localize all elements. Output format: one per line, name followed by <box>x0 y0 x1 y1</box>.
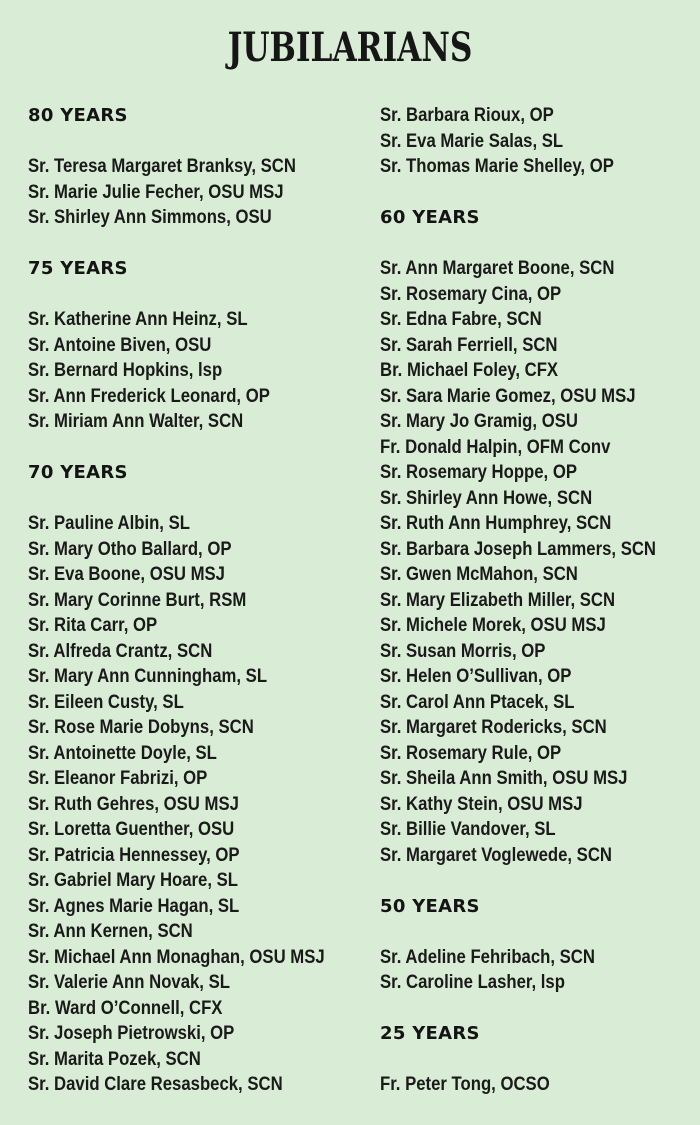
page-title: JUBILARIANS <box>227 24 473 71</box>
jubilarian-name: Sr. Alfreda Crantz, SCN <box>28 640 213 662</box>
jubilarian-name: Sr. David Clare Resasbeck, SCN <box>28 1074 283 1095</box>
section-heading: 75 YEARS <box>28 258 128 279</box>
jubilarian-name: Sr. Rita Carr, OP <box>28 615 158 636</box>
jubilarian-name: Sr. Michele Morek, OSU MSJ <box>380 615 606 636</box>
right-column <box>380 103 692 1098</box>
jubilarian-name: Sr. Susan Morris, OP <box>380 640 546 662</box>
jubilarian-name: Sr. Margaret Rodericks, SCN <box>380 717 607 738</box>
jubilarian-name: Sr. Ann Kernen, SCN <box>28 921 193 942</box>
section-75-years <box>28 256 363 435</box>
section-60-years <box>380 205 692 868</box>
jubilarian-name: Sr. Bernard Hopkins, lsp <box>28 360 223 381</box>
jubilarian-name: Sr. Rose Marie Dobyns, SCN <box>28 717 254 738</box>
section-80-years <box>28 103 363 231</box>
jubilarian-name: Sr. Adeline Fehribach, SCN <box>380 946 595 968</box>
jubilarian-name: Sr. Rosemary Cina, OP <box>380 283 562 305</box>
jubilarian-name: Sr. Mary Otho Ballard, OP <box>28 538 232 560</box>
jubilarian-name: Sr. Michael Ann Monaghan, OSU MSJ <box>28 946 325 968</box>
jubilarian-name: Sr. Shirley Ann Howe, SCN <box>380 487 593 509</box>
jubilarian-name: Sr. Sheila Ann Smith, OSU MSJ <box>380 768 628 789</box>
jubilarian-name: Sr. Eva Marie Salas, SL <box>380 130 564 152</box>
section-heading: 50 YEARS <box>380 895 480 917</box>
section-50-years <box>380 894 692 996</box>
jubilarian-name: Sr. Ann Margaret Boone, SCN <box>380 258 615 279</box>
jubilarian-name: Sr. Marie Julie Fecher, OSU MSJ <box>28 181 284 203</box>
jubilarian-name: Sr. Antoine Biven, OSU <box>28 334 212 356</box>
jubilarian-name: Sr. Margaret Voglewede, SCN <box>380 844 612 866</box>
jubilarian-name: Sr. Thomas Marie Shelley, OP <box>380 156 614 177</box>
jubilarian-name: Fr. Peter Tong, OCSO <box>380 1074 550 1095</box>
section-heading: 60 YEARS <box>380 207 480 228</box>
jubilarian-name: Sr. Edna Fabre, SCN <box>380 309 542 330</box>
jubilarian-name: Sr. Loretta Guenther, OSU <box>28 819 235 840</box>
jubilarian-name: Sr. Caroline Lasher, lsp <box>380 972 565 993</box>
jubilarian-name: Sr. Sara Marie Gomez, OSU MSJ <box>380 385 636 407</box>
jubilarian-name: Sr. Pauline Albin, SL <box>28 513 190 534</box>
jubilarian-name: Sr. Eleanor Fabrizi, OP <box>28 768 208 789</box>
section-heading: 25 YEARS <box>380 1023 480 1044</box>
jubilarian-name: Sr. Teresa Margaret Branksy, SCN <box>28 156 296 177</box>
jubilarian-name: Sr. Patricia Hennessey, OP <box>28 844 240 866</box>
jubilarian-name: Br. Michael Foley, CFX <box>380 360 559 381</box>
jubilarian-name: Sr. Miriam Ann Walter, SCN <box>28 411 244 432</box>
section-70-years <box>28 460 363 1098</box>
jubilarian-name: Sr. Ruth Ann Humphrey, SCN <box>380 513 612 534</box>
jubilarian-name: Sr. Mary Elizabeth Miller, SCN <box>380 589 616 611</box>
jubilarian-name: Sr. Barbara Joseph Lammers, SCN <box>380 538 657 560</box>
left-column <box>28 103 363 1098</box>
jubilarian-name: Sr. Katherine Ann Heinz, SL <box>28 309 248 330</box>
jubilarian-name: Sr. Eileen Custy, SL <box>28 691 184 713</box>
jubilarian-name: Sr. Helen O’Sullivan, OP <box>380 666 572 687</box>
jubilarian-name: Sr. Billie Vandover, SL <box>380 819 556 840</box>
jubilarian-name: Sr. Carol Ann Ptacek, SL <box>380 691 575 713</box>
jubilarian-name: Sr. Valerie Ann Novak, SL <box>28 972 230 993</box>
jubilarian-name: Sr. Gabriel Mary Hoare, SL <box>28 870 239 891</box>
jubilarian-name: Sr. Gwen McMahon, SCN <box>380 564 578 585</box>
jubilarian-name: Sr. Rosemary Rule, OP <box>380 742 562 764</box>
jubilarian-name: Sr. Antoinette Doyle, SL <box>28 742 217 764</box>
jubilarian-name: Sr. Ruth Gehres, OSU MSJ <box>28 793 239 815</box>
section-heading: 80 YEARS <box>28 105 128 126</box>
jubilarian-name: Sr. Sarah Ferriell, SCN <box>380 334 558 356</box>
section-continuation <box>380 103 692 180</box>
jubilarian-name: Sr. Eva Boone, OSU MSJ <box>28 564 225 585</box>
jubilarian-name: Br. Ward O’Connell, CFX <box>28 997 223 1019</box>
jubilarian-name: Sr. Ann Frederick Leonard, OP <box>28 385 270 407</box>
jubilarian-name: Sr. Mary Ann Cunningham, SL <box>28 666 268 687</box>
jubilarian-name: Sr. Barbara Rioux, OP <box>380 105 554 126</box>
jubilarian-name: Sr. Shirley Ann Simmons, OSU <box>28 207 272 228</box>
jubilarian-name: Sr. Kathy Stein, OSU MSJ <box>380 793 583 815</box>
jubilarian-name: Sr. Rosemary Hoppe, OP <box>380 462 577 483</box>
jubilarian-name: Sr. Agnes Marie Hagan, SL <box>28 895 240 917</box>
jubilarian-name: Sr. Mary Jo Gramig, OSU <box>380 411 578 432</box>
jubilarian-name: Sr. Joseph Pietrowski, OP <box>28 1023 235 1044</box>
jubilarian-name: Sr. Marita Pozek, SCN <box>28 1048 201 1070</box>
section-25-years <box>380 1021 692 1098</box>
jubilarian-name: Sr. Mary Corinne Burt, RSM <box>28 589 247 611</box>
section-heading: 70 YEARS <box>28 462 128 483</box>
jubilarian-name: Fr. Donald Halpin, OFM Conv <box>380 436 611 458</box>
